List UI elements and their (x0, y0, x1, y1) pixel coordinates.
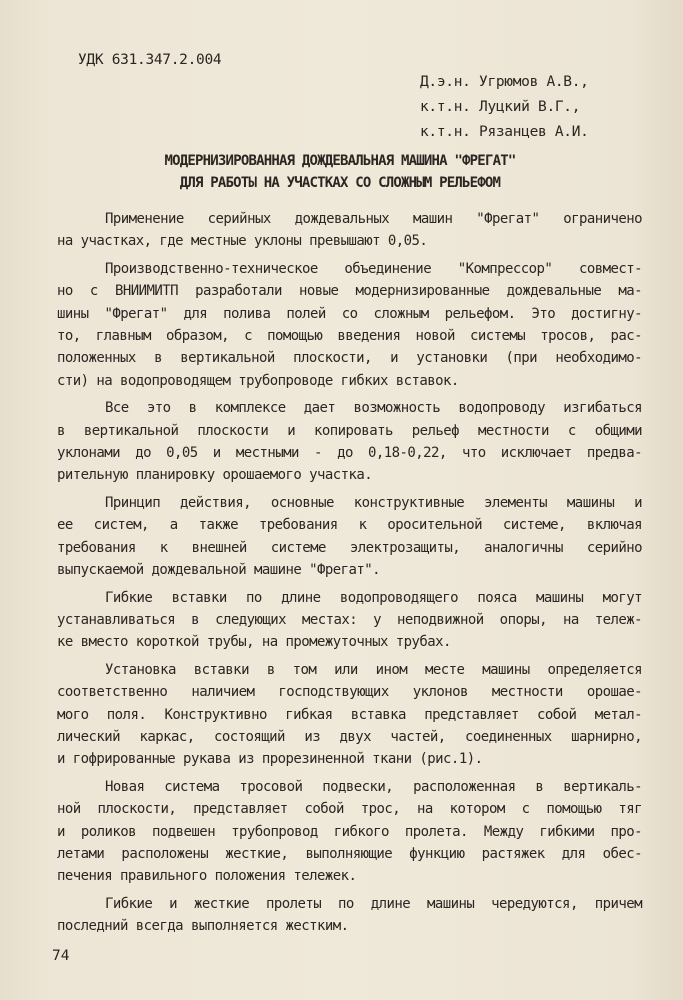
paragraph-line: выпускаемой дождевальной машине "Фрегат". (57, 562, 381, 579)
paragraph-line: соответственно наличием господствующих уклонов местности орошае- (57, 684, 642, 701)
paragraph-line: ее систем, а также требования к оросительной системе, включая (57, 517, 642, 534)
paragraph-line: устанавливаться в следующих местах: у неподвижной опоры, на тележ- (57, 611, 642, 628)
paragraph-line: Производственно-техническое объединение "Компрессор" совмест- (105, 260, 642, 277)
author-line: к.т.н. Луцкий В.Г., (420, 99, 581, 115)
paragraph-line: ной плоскости, представляет собой трос, на котором с помощью тяг (57, 801, 642, 818)
paragraph-line: лический каркас, состоящий из двух частей, соединенных шарнирно, (57, 728, 642, 745)
paragraph-line: Принцип действия, основные конструктивные элементы машины и (105, 494, 642, 511)
title-line: ДЛЯ РАБОТЫ НА УЧАСТКАХ СО СЛОЖНЫМ РЕЛЬЕФОМ (179, 175, 501, 191)
udk-code: УДК 631.347.2.004 (78, 52, 222, 68)
paragraph-line: мого поля. Конструктивно гибкая вставка представляет собой метал- (57, 706, 642, 723)
title-line: МОДЕРНИЗИРОВАННАЯ ДОЖДЕВАЛЬНАЯ МАШИНА "ФРЕГАТ" (164, 153, 516, 169)
paragraph-line: и роликов подвешен трубопровод гибкого пролета. Между гибкими про- (57, 823, 642, 840)
paragraph-line: летами расположены жесткие, выполняющие функцию растяжек для обес- (57, 845, 642, 862)
paragraph (57, 397, 642, 487)
paragraph-line: Все это в комплексе дает возможность водопроводу изгибаться (105, 400, 642, 417)
paragraph-line: то, главным образом, с помощью введения новой системы тросов, рас- (57, 328, 642, 345)
paragraph (57, 587, 642, 654)
paragraph (57, 492, 642, 582)
paragraph-line: требования к внешней системе электрозащиты, аналогичны серийно (57, 539, 642, 556)
paragraph (57, 659, 642, 771)
paragraph-line: положенных в вертикальной плоскости, и установки (при необходимо- (57, 350, 642, 367)
paragraph-line: Установка вставки в том или ином месте машины определяется (105, 661, 642, 678)
paragraph (57, 208, 642, 253)
paragraph-line: шины "Фрегат" для полива полей со сложным рельефом. Это достигну- (57, 305, 642, 322)
paragraph-line: ке вместо короткой трубы, на промежуточных трубах. (57, 634, 451, 651)
author-line: к.т.н. Рязанцев А.И. (420, 124, 589, 140)
paragraph-line: и гофрированные рукава из прорезиненной ткани (рис.1). (57, 751, 483, 768)
paragraph-line: Гибкие и жесткие пролеты по длине машины чередуются, причем (105, 895, 642, 912)
paragraph (57, 258, 642, 392)
authors-block (420, 70, 589, 145)
page-number: 74 (52, 948, 70, 964)
paragraph-line: уклонами до 0,05 и местными - до 0,18-0,22, что исключает предва- (57, 445, 642, 462)
paragraph-line: последний всегда выполняется жестким. (57, 918, 349, 935)
paragraph-line: на участках, где местные уклоны превышают 0,05. (57, 233, 428, 250)
paragraph-line: но с ВНИИМИТП разработали новые модернизированные дождевальные ма- (57, 283, 642, 300)
paragraph (57, 893, 642, 938)
paragraph-line: Гибкие вставки по длине водопроводящего пояса машины могут (105, 589, 642, 606)
paragraph-line: печения правильного положения тележек. (57, 868, 357, 885)
paragraph-line: рительную планировку орошаемого участка. (57, 467, 373, 484)
paragraph-line: сти) на водопроводящем трубопроводе гибких вставок. (57, 372, 459, 389)
paragraph-line: в вертикальной плоскости и копировать рельеф местности с общими (57, 422, 642, 439)
paragraph-line: Новая система тросовой подвески, расположенная в вертикаль- (105, 778, 642, 795)
paragraph-line: Применение серийных дождевальных машин "Фрегат" ограничено (105, 211, 642, 227)
author-line: Д.э.н. Угрюмов А.В., (420, 74, 589, 90)
article-title (60, 150, 620, 194)
article-body (57, 208, 642, 938)
paragraph (57, 776, 642, 888)
